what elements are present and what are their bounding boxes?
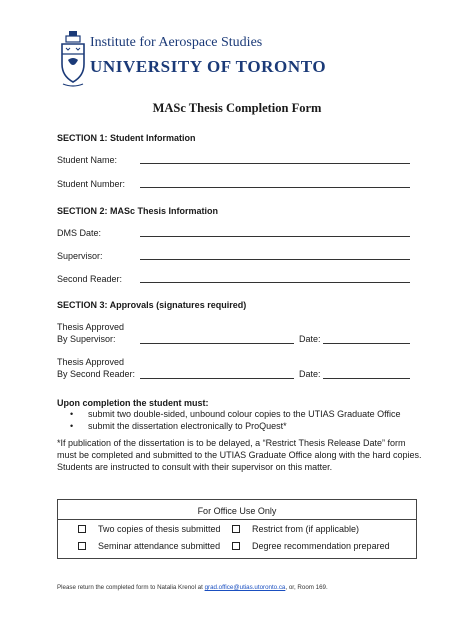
utias-logo bbox=[60, 30, 327, 92]
check-degree-recommendation[interactable] bbox=[232, 541, 390, 551]
institute-name: Institute for Aerospace Studies bbox=[90, 35, 263, 50]
checkbox-icon[interactable] bbox=[78, 525, 86, 533]
office-use-divider bbox=[58, 519, 416, 520]
instruction-text-1: submit two double-sided, unbound colour copies to the UTIAS Graduate Office bbox=[88, 409, 401, 419]
check-label: Two copies of thesis submitted bbox=[98, 524, 221, 534]
student-number-label: Student Number: bbox=[57, 179, 126, 189]
supervisor-date-field[interactable] bbox=[323, 343, 410, 344]
office-use-title: For Office Use Only bbox=[197, 506, 277, 516]
approval-supervisor-label-line1: Thesis Approved bbox=[57, 322, 125, 332]
supervisor-field[interactable] bbox=[140, 259, 410, 260]
approval-reader-label-line2: By Second Reader: bbox=[57, 369, 136, 379]
check-restrict-from[interactable] bbox=[232, 524, 359, 534]
section-2-heading: SECTION 2: MASc Thesis Information bbox=[57, 206, 219, 216]
second-reader-field[interactable] bbox=[140, 282, 410, 283]
reader-date-label: Date: bbox=[299, 369, 321, 379]
checkbox-icon[interactable] bbox=[232, 542, 240, 550]
student-number-field[interactable] bbox=[140, 187, 410, 188]
instruction-bullet-2 bbox=[70, 421, 287, 431]
check-label: Restrict from (if applicable) bbox=[252, 524, 360, 534]
reader-signature-field[interactable] bbox=[140, 378, 294, 379]
section-3-heading: SECTION 3: Approvals (signatures required) bbox=[57, 300, 247, 310]
check-label: Degree recommendation prepared bbox=[252, 541, 390, 551]
footer-prefix: Please return the completed form to Natalia Krenol at bbox=[57, 584, 203, 591]
student-name-label: Student Name: bbox=[57, 155, 118, 165]
supervisor-date-label: Date: bbox=[299, 334, 321, 344]
approval-supervisor-label-line2: By Supervisor: bbox=[57, 334, 116, 344]
university-name: UNIVERSITY OF TORONTO bbox=[90, 57, 327, 76]
section-1-heading: SECTION 1: Student Information bbox=[57, 133, 196, 143]
student-name-field[interactable] bbox=[140, 163, 410, 164]
checkbox-icon[interactable] bbox=[78, 542, 86, 550]
bullet-icon: • bbox=[70, 421, 74, 431]
check-copies-submitted[interactable] bbox=[78, 524, 221, 534]
form-title: MASc Thesis Completion Form bbox=[152, 101, 322, 115]
supervisor-label: Supervisor: bbox=[57, 251, 103, 261]
footer-suffix: , or, Room 169. bbox=[285, 584, 328, 591]
check-seminar-attendance[interactable] bbox=[78, 541, 220, 551]
dms-date-label: DMS Date: bbox=[57, 228, 102, 238]
instruction-text-2: submit the dissertation electronically to ProQuest* bbox=[88, 421, 287, 431]
dms-date-field[interactable] bbox=[140, 236, 410, 237]
second-reader-label: Second Reader: bbox=[57, 274, 123, 284]
office-use-box bbox=[57, 499, 417, 559]
instruction-bullet-1 bbox=[70, 409, 401, 419]
instructions-heading: Upon completion the student must: bbox=[57, 398, 209, 408]
university-crest-icon bbox=[60, 30, 86, 88]
check-label: Seminar attendance submitted bbox=[98, 541, 221, 551]
supervisor-signature-field[interactable] bbox=[140, 343, 294, 344]
bullet-icon: • bbox=[70, 409, 74, 419]
publication-note: *If publication of the dissertation is to be delayed, a “Restrict Thesis Release Date” form must be completed and submitted to the UTIAS Graduate Office along with the hard copies. Students are instructed to consult with their supervisor on this matter. bbox=[57, 438, 422, 472]
office-email-link[interactable]: grad.office@utias.utoronto.ca bbox=[204, 584, 286, 591]
reader-date-field[interactable] bbox=[323, 378, 410, 379]
checkbox-icon[interactable] bbox=[232, 525, 240, 533]
approval-reader-label-line1: Thesis Approved bbox=[57, 357, 125, 367]
footer-note bbox=[57, 584, 328, 591]
